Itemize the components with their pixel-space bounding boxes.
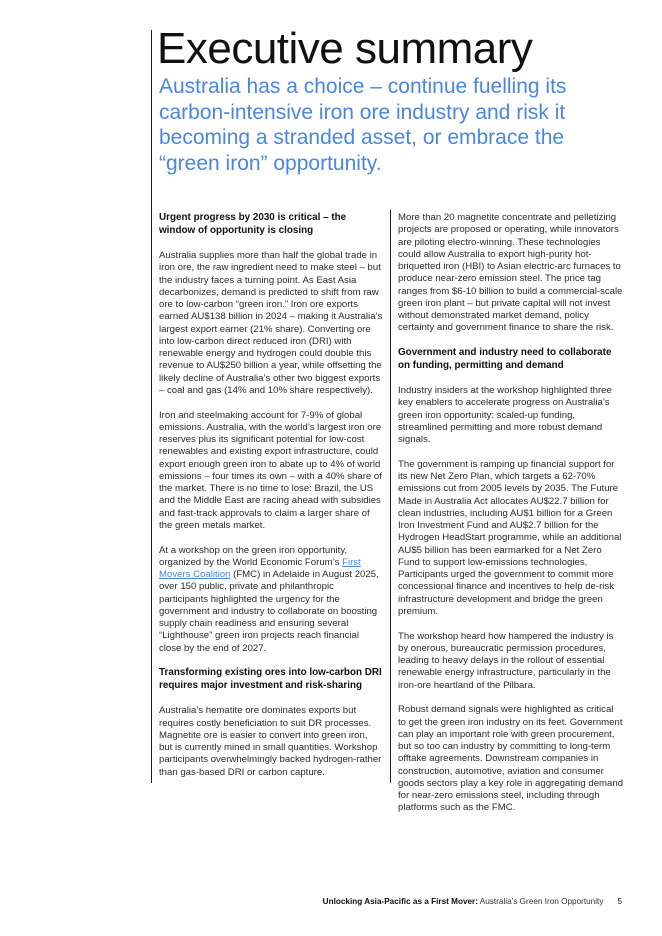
page-title: Executive summary: [157, 24, 533, 73]
section-heading-transforming-ores: Transforming existing ores into low-carbon DRI requires major investment and risk-sharing: [159, 667, 382, 691]
left-margin-rule: [151, 30, 152, 783]
paragraph: More than 20 magnetite concentrate and pelletizing projects are proposed or operating, while innovators are piloting electro-winning. These technologies could allow Australia to export high-purity hot-briquetted iron (HBI) to Asian electric-arc furnaces to produce near-zero emission steel. The price tag ranges from $6-10 billion to build a commercial-scale green iron plant – but private capital will not invest without demonstrated market demand, policy certainty and government finance to share the risk.: [398, 212, 623, 334]
paragraph: Australia’s hematite ore dominates exports but requires costly beneficiation to suit DR processes. Magnetite ore is easier to convert into green iron, but is currently mined in small quantities. Workshop participants overwhelmingly backed hydrogen-rather than gas-based DRI or carbon capture.: [159, 705, 382, 778]
column-divider: [390, 210, 391, 783]
page-number: 5: [617, 897, 622, 906]
paragraph-with-link: [159, 545, 383, 655]
paragraph: The government is ramping up financial support for its new Net Zero Plan, which targets a 62-70% emissions cut from 2005 levels by 2035. The Future Made in Australia Act allocates AU$22.7 billion for clean industries, including AU$1 billion for a Green Iron Investment Fund and AU$2.7 billion for the Hydrogen HeadStart programme, while an additional AU$5 billion has been earmarked for a Net Zero Fund to support low-emissions technologies. Participants urged the government to commit more concessional finance and incentives to help de-risk infrastructure development and bridge the green premium.: [398, 458, 622, 617]
paragraph: The workshop heard how hampered the industry is by onerous, bureaucratic permission procedures, leading to heavy delays in the rollout of essential renewable energy infrastructure, particularly in the iron-ore heartland of the Pilbara.: [398, 630, 614, 691]
left-column: [159, 212, 383, 791]
right-column: [398, 212, 624, 827]
paragraph: Robust demand signals were highlighted as critical to get the green iron industry on its feet. Government can play an important role with green procurement, but so too can industry by committing to long-term offtake agreements. Downstream companies in construction, automotive, aviation and consumer goods sectors play a key role in aggregating demand for near-zero emissions steel, including through platforms such as the FMC.: [398, 704, 624, 814]
first-movers-coalition-link[interactable]: First Movers Coalition: [159, 556, 361, 580]
paragraph: Industry insiders at the workshop highlighted three key enablers to accelerate progress on Australia’s green iron opportunity: scaled-up funding, streamlined permitting and more robust demand signals.: [398, 385, 612, 445]
paragraph: Iron and steelmaking account for 7-9% of global emissions. Australia, with the world’s largest iron ore reserves plus its significant potential for low-cost renewables and existing export infrastructure, could export enough green iron to abate up to 4% of world emissions – four times its own – with a 40% share of the market. There is no time to lose: Brazil, the US and the Middle East are racing ahead with subsidies and fast-track approvals to claim a larger share of the green metals market.: [159, 409, 382, 531]
page-footer: [323, 897, 622, 906]
page-subtitle: Australia has a choice – continue fuelling its carbon-intensive iron ore industry and risk it becoming a stranded asset, or embrace the “green iron” opportunity.: [159, 75, 567, 175]
paragraph-text: (FMC) in Adelaide in August 2025, over 150 public, private and philanthropic participants highlighted the urgency for the government and industry to collaborate on boosting supply chain readiness and ensuring several “Lighthouse” green iron projects reach financial close by the end of 2027.: [159, 569, 379, 654]
paragraph: Australia supplies more than half the global trade in iron ore, the raw ingredient need to make steel – but the industry faces a turning point. As East Asia decarbonizes, demand is predicted to shift from raw ore to low-carbon “green iron.” Iron ore exports earned AU$138 billion in 2024 – making it Australia’s largest export earner (21% share). Converting ore into low-carbon direct reduced iron (DRI) with renewable energy and hydrogen could double this revenue to AU$250 billion a year, while offsetting the likely decline of Australia’s other two biggest exports – coal and gas (14% and 10% share respectively).: [159, 250, 383, 396]
footer-report-title: Unlocking Asia-Pacific as a First Mover:: [322, 897, 478, 906]
footer-report-subtitle: Australia’s Green Iron Opportunity: [477, 897, 604, 906]
section-heading-collaboration: Government and industry need to collaborate on funding, permitting and demand: [398, 347, 612, 371]
section-heading-urgent-progress: Urgent progress by 2030 is critical – the window of opportunity is closing: [159, 212, 347, 236]
paragraph-text: At a workshop on the green iron opportunity, organized by the World Economic Forum’s: [159, 544, 348, 568]
